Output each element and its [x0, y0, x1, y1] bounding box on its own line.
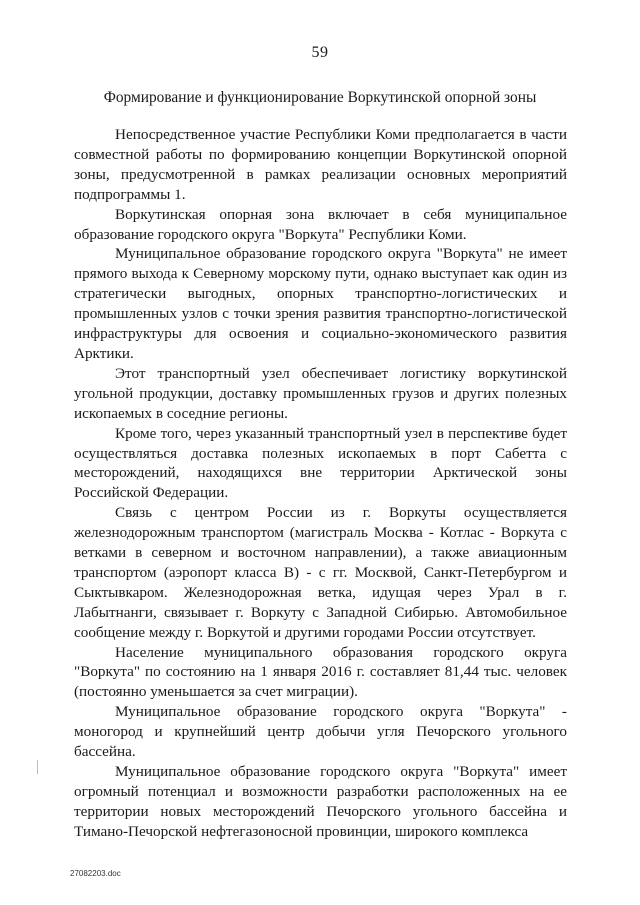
paragraph: Муниципальное образование городского округа "Воркута" - моногород и крупнейший центр добычи угля Печорского угольного бассейна.	[74, 703, 567, 761]
footer-file-code: 27082203.doc	[70, 869, 121, 878]
section-heading: Формирование и функционирование Воркутинской опорной зоны	[103, 89, 537, 106]
paragraph: Население муниципального образования городского округа "Воркута" по состоянию на 1 января 2016 г. составляет 81,44 тыс. человек (постоянно уменьшается за счет миграции).	[74, 643, 567, 701]
paragraph: Кроме того, через указанный транспортный узел в перспективе будет осуществляться доставка полезных ископаемых в порт Сабетта с месторождений, находящихся вне территории Арктической зоны Российской Федерации.	[74, 424, 567, 502]
paragraph: Связь с центром России из г. Воркуты осуществляется железнодорожным транспортом (магистраль Москва - Котлас - Воркута с ветками в северном и восточном направлении), а также авиационным транспортом (аэропорт класса В) - с гг. Москвой, Санкт-Петербургом и Сыктывкаром. Железнодорожная ветка, идущая через Урал в г. Лабытнанги, связывает г. Воркуту с Западной Сибирью. Автомобильное сообщение между г. Воркутой и другими городами России отсутствует.	[74, 504, 567, 641]
paragraph: Муниципальное образование городского округа "Воркута" имеет огромный потенциал и возможности разработки расположенных на ее территории новых месторождений Печорского угольного бассейна и Тимано-Печорской нефтегазоносной провинции, широкого комплекса	[74, 763, 567, 840]
paragraph: Муниципальное образование городского округа "Воркута" не имеет прямого выхода к Северному морскому пути, однако выступает как один из стратегически выгодных, опорных транспортно-логистических и промышленных узлов с точки зрения развития транспортно-логистической инфраструктуры для освоения и социально-экономического развития Арктики.	[74, 245, 567, 362]
document-body	[74, 125, 567, 842]
paragraph: Непосредственное участие Республики Коми предполагается в части совместной работы по формированию концепции Воркутинской опорной зоны, предусмотренной в рамках реализации основных мероприятий подпрограммы 1.	[74, 126, 567, 203]
scan-artifact-mark	[37, 760, 38, 774]
paragraph: Этот транспортный узел обеспечивает логистику воркутинской угольной продукции, доставку промышленных грузов и других полезных ископаемых в соседние регионы.	[74, 364, 567, 422]
page-number: 59	[311, 44, 329, 61]
paragraph: Воркутинская опорная зона включает в себя муниципальное образование городского округа "Воркута" Республики Коми.	[74, 205, 567, 243]
